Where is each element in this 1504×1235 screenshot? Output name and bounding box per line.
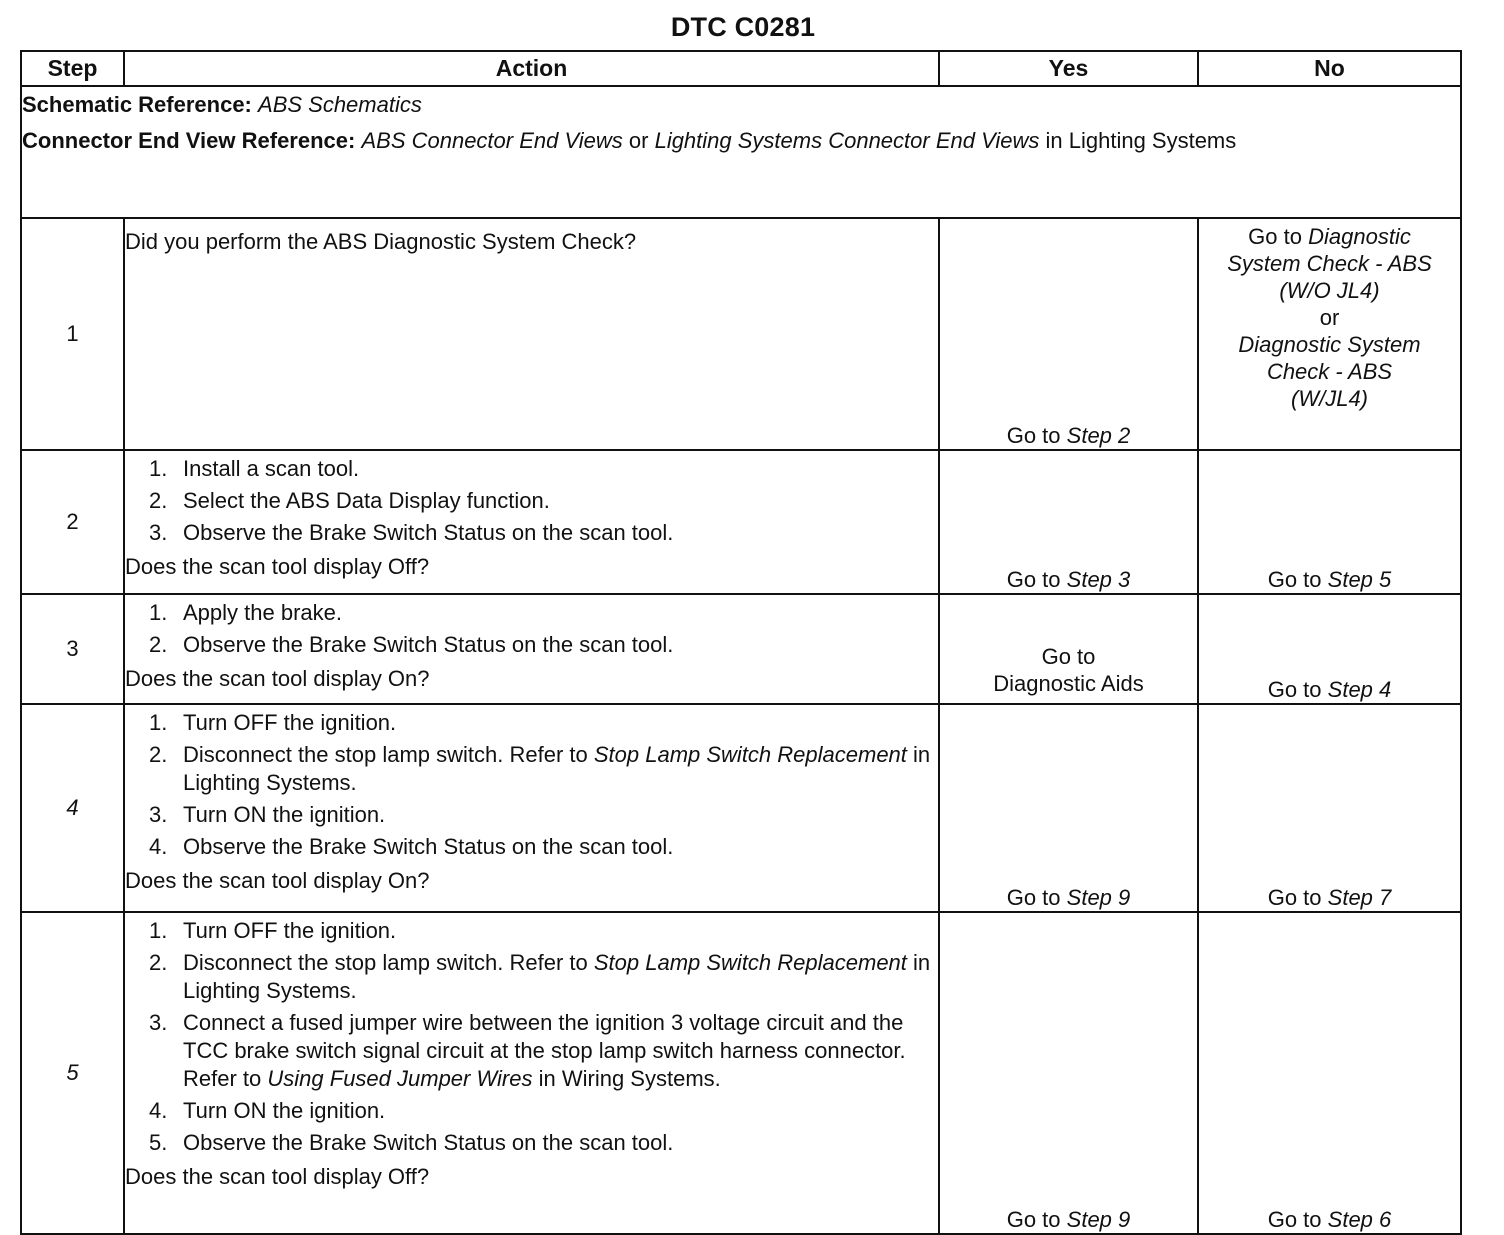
action-item: 1. Turn OFF the ignition. <box>149 918 397 943</box>
yes-prefix: Go to <box>1006 1207 1061 1232</box>
reference-cell <box>21 86 1461 218</box>
no-cell <box>1198 450 1461 594</box>
action-cell <box>124 704 939 912</box>
schematic-reference-label: Schematic Reference: <box>22 92 252 117</box>
table-row-step-5 <box>21 912 1461 1234</box>
step-number: 3 <box>21 594 124 704</box>
yes-step-link[interactable]: Step 9 <box>1066 1207 1131 1232</box>
connector-reference-or: or <box>628 128 649 153</box>
reference-row <box>21 86 1461 218</box>
header-no: No <box>1198 51 1461 86</box>
action-question: Does the scan tool display Off? <box>125 554 430 579</box>
header-action: Action <box>124 51 939 86</box>
no-prefix: Go to <box>1248 224 1302 249</box>
no-prefix: Go to <box>1267 567 1322 592</box>
no-prefix: Go to <box>1267 885 1322 910</box>
header-yes: Yes <box>939 51 1198 86</box>
action-question: Does the scan tool display On? <box>125 868 430 893</box>
action-item: 2. Disconnect the stop lamp switch. Refer to Stop Lamp Switch Replacement in Lighting Systems. <box>149 950 931 1003</box>
yes-step-link[interactable]: Step 2 <box>1066 423 1131 448</box>
yes-cell <box>939 450 1198 594</box>
stop-lamp-switch-link[interactable]: Stop Lamp Switch Replacement <box>593 950 907 975</box>
action-cell <box>124 218 939 450</box>
no-step-link[interactable]: Step 7 <box>1327 885 1392 910</box>
action-cell <box>124 450 939 594</box>
action-list <box>125 709 938 861</box>
step-number: 5 <box>21 912 124 1234</box>
step-number: 1 <box>21 218 124 450</box>
header-row <box>21 51 1461 86</box>
connector-reference <box>22 123 1460 159</box>
yes-prefix: Go to <box>1006 885 1061 910</box>
yes-prefix: Go to <box>1006 423 1061 448</box>
no-prefix: Go to <box>1267 1207 1322 1232</box>
table-row-step-4 <box>21 704 1461 912</box>
no-link-part-2[interactable]: System Check - ABS <box>1227 251 1432 276</box>
action-item: 4. Turn ON the ignition. <box>149 1098 386 1123</box>
action-question: Does the scan tool display On? <box>125 666 430 691</box>
no-link-part-5[interactable]: Check - ABS <box>1266 359 1393 384</box>
no-cell <box>1198 912 1461 1234</box>
table-row-step-3 <box>21 594 1461 704</box>
stop-lamp-switch-link[interactable]: Stop Lamp Switch Replacement <box>593 742 907 767</box>
connector-reference-label: Connector End View Reference: <box>22 128 356 153</box>
no-cell <box>1198 704 1461 912</box>
connector-reference-suffix: in Lighting Systems <box>1045 128 1237 153</box>
no-step-link[interactable]: Step 4 <box>1327 677 1392 702</box>
dtc-table <box>20 50 1462 1235</box>
action-cell <box>124 594 939 704</box>
action-question: Does the scan tool display Off? <box>125 1164 430 1189</box>
table-row-step-2 <box>21 450 1461 594</box>
no-link-part-6[interactable]: (W/JL4) <box>1291 386 1368 411</box>
action-list <box>125 599 938 659</box>
yes-cell <box>939 218 1198 450</box>
action-list <box>125 917 938 1157</box>
yes-step-link[interactable]: Step 3 <box>1066 567 1131 592</box>
action-item: 1. Turn OFF the ignition. <box>149 710 397 735</box>
step-number: 4 <box>21 704 124 912</box>
action-item: 1. Install a scan tool. <box>149 456 360 481</box>
yes-cell <box>939 912 1198 1234</box>
yes-cell <box>939 594 1198 704</box>
fused-jumper-wires-link[interactable]: Using Fused Jumper Wires <box>267 1066 533 1091</box>
yes-prefix: Go to <box>1006 567 1061 592</box>
action-item: 1. Apply the brake. <box>149 600 342 625</box>
no-step-link[interactable]: Step 5 <box>1327 567 1392 592</box>
page-title: DTC C0281 <box>670 12 816 42</box>
action-item: 2. Observe the Brake Switch Status on the scan tool. <box>149 632 674 657</box>
connector-reference-link-abs[interactable]: ABS Connector End Views <box>361 128 623 153</box>
schematic-reference-link[interactable]: ABS Schematics <box>258 92 422 117</box>
schematic-reference <box>22 87 1460 123</box>
no-link-part-4[interactable]: Diagnostic System <box>1238 332 1421 357</box>
header-step: Step <box>21 51 124 86</box>
no-link-part-1[interactable]: Diagnostic <box>1308 224 1411 249</box>
no-cell <box>1198 594 1461 704</box>
no-or: or <box>1319 305 1340 330</box>
action-item: 5. Observe the Brake Switch Status on the scan tool. <box>149 1130 674 1155</box>
yes-diagnostic-aids-link[interactable]: Diagnostic Aids <box>993 671 1144 696</box>
connector-reference-link-lighting[interactable]: Lighting Systems Connector End Views <box>654 128 1040 153</box>
action-item: 2. Disconnect the stop lamp switch. Refer to Stop Lamp Switch Replacement in Lighting Systems. <box>149 742 931 795</box>
action-item: 3. Turn ON the ignition. <box>149 802 386 827</box>
action-item: 3. Observe the Brake Switch Status on the scan tool. <box>149 520 674 545</box>
action-question: Did you perform the ABS Diagnostic System Check? <box>125 229 637 254</box>
action-cell <box>124 912 939 1234</box>
no-step-link[interactable]: Step 6 <box>1327 1207 1392 1232</box>
no-link-part-3[interactable]: (W/O JL4) <box>1279 278 1380 303</box>
no-cell <box>1198 218 1461 450</box>
table-row-step-1 <box>21 218 1461 450</box>
step-number: 2 <box>21 450 124 594</box>
action-item: 3. Connect a fused jumper wire between the ignition 3 voltage circuit and the TCC brake switch signal circuit at the stop lamp switch harness connector. Refer to Using Fused Jumper Wires in Wiring Systems. <box>149 1010 906 1091</box>
yes-prefix: Go to <box>1041 644 1096 669</box>
action-list <box>125 455 938 547</box>
action-item: 2. Select the ABS Data Display function. <box>149 488 550 513</box>
action-item: 4. Observe the Brake Switch Status on the scan tool. <box>149 834 674 859</box>
no-prefix: Go to <box>1267 677 1322 702</box>
yes-cell <box>939 704 1198 912</box>
yes-step-link[interactable]: Step 9 <box>1066 885 1131 910</box>
